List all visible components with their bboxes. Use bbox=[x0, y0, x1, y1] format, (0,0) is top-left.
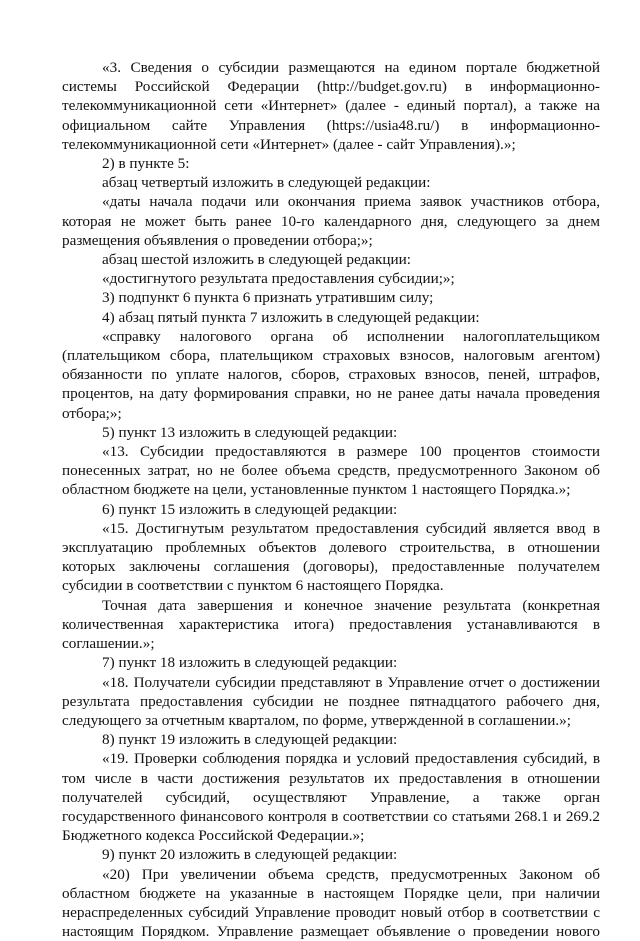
paragraph-2: 2) в пункте 5: bbox=[102, 155, 190, 173]
paragraph-10: 5) пункт 13 изложить в следующей редакции: bbox=[102, 423, 398, 441]
paragraph-14: Точная дата завершения и конечное значение результата (конкретная количественная характеристика итога) предоставления устанавливаются в соглашении.»; bbox=[62, 596, 600, 653]
paragraph-8: 4) абзац пятый пункта 7 изложить в следующей редакции: bbox=[102, 308, 480, 326]
paragraph-3: абзац четвертый изложить в следующей редакции: bbox=[102, 174, 431, 192]
paragraph-9: «справку налогового органа об исполнении налогоплательщиком (плательщиком сбора, плательщиком страховых взносов, налоговым агентом) обязанности по уплате налогов, сборов, страховых взносов, пеней, штрафов, процентов, на дату формирования справки, но не ранее даты начала проведения отбора;»; bbox=[62, 327, 600, 422]
paragraph-11: «13. Субсидии предоставляются в размере 100 процентов стоимости понесенных затрат, но не более объема средств, предусмотренного Законом об областном бюджете на цели, установленные пунктом 1 настоящего Порядка.»; bbox=[62, 443, 600, 499]
paragraph-18: «19. Проверки соблюдения порядка и условий предоставления субсидий, в том числе в части достижения результатов их предоставления в отношении получателей субсидий, осуществляют Управление, а также орган государственного финансового контроля в соответствии со статьями 268.1 и 269.2 Бюджетного кодекса Российской Федерации.»; bbox=[62, 750, 600, 845]
paragraph-6: «достигнутого результата предоставления субсидии;»; bbox=[102, 270, 455, 288]
paragraph-17: 8) пункт 19 изложить в следующей редакции: bbox=[102, 731, 398, 749]
paragraph-12: 6) пункт 15 изложить в следующей редакции: bbox=[102, 500, 398, 518]
paragraph-19: 9) пункт 20 изложить в следующей редакции: bbox=[102, 846, 398, 864]
paragraph-4: «даты начала подачи или окончания приема заявок участников отбора, которая не может быть ранее 10-го календарного дня, следующего за днем размещения объявления о проведении отбора;»; bbox=[62, 193, 600, 249]
paragraph-5: абзац шестой изложить в следующей редакции: bbox=[102, 251, 411, 269]
paragraph-13: «15. Достигнутым результатом предоставления субсидий является ввод в эксплуатацию проблемных объектов долевого строительства, в отношении которых заключены соглашения (договоры), предоставленные получателем субсидии в соответствии с пунктом 6 настоящего Порядка. bbox=[62, 519, 600, 595]
paragraph-20: «20) При увеличении объема средств, предусмотренных Законом об областном бюджете на указанные в настоящем Порядке цели, при наличии нераспределенных субсидий Управление проводит новый отбор в соответствии с настоящим Порядком. Управление размещает объявление о проведении нового bbox=[62, 865, 600, 941]
paragraph-16: «18. Получатели субсидии представляют в Управление отчет о достижении результата предоставления субсидии не позднее пятнадцатого рабочего дня, следующего за отчетным кварталом, по форме, утвержденной в соглашении.»; bbox=[62, 673, 600, 729]
document-page bbox=[62, 58, 600, 941]
paragraph-7: 3) подпункт 6 пункта 6 признать утратившим силу; bbox=[102, 289, 434, 307]
paragraph-15: 7) пункт 18 изложить в следующей редакции: bbox=[102, 654, 398, 672]
paragraph-1: «3. Сведения о субсидии размещаются на едином портале бюджетной системы Российской Федерации (http://budget.gov.ru) в информационно-телекоммуникационной сети «Интернет» (далее - единый портал), а также на официальном сайте Управления (https://usia48.ru/) в информационно-телекоммуникационной сети «Интернет» (далее - сайт Управления).»; bbox=[62, 59, 600, 153]
